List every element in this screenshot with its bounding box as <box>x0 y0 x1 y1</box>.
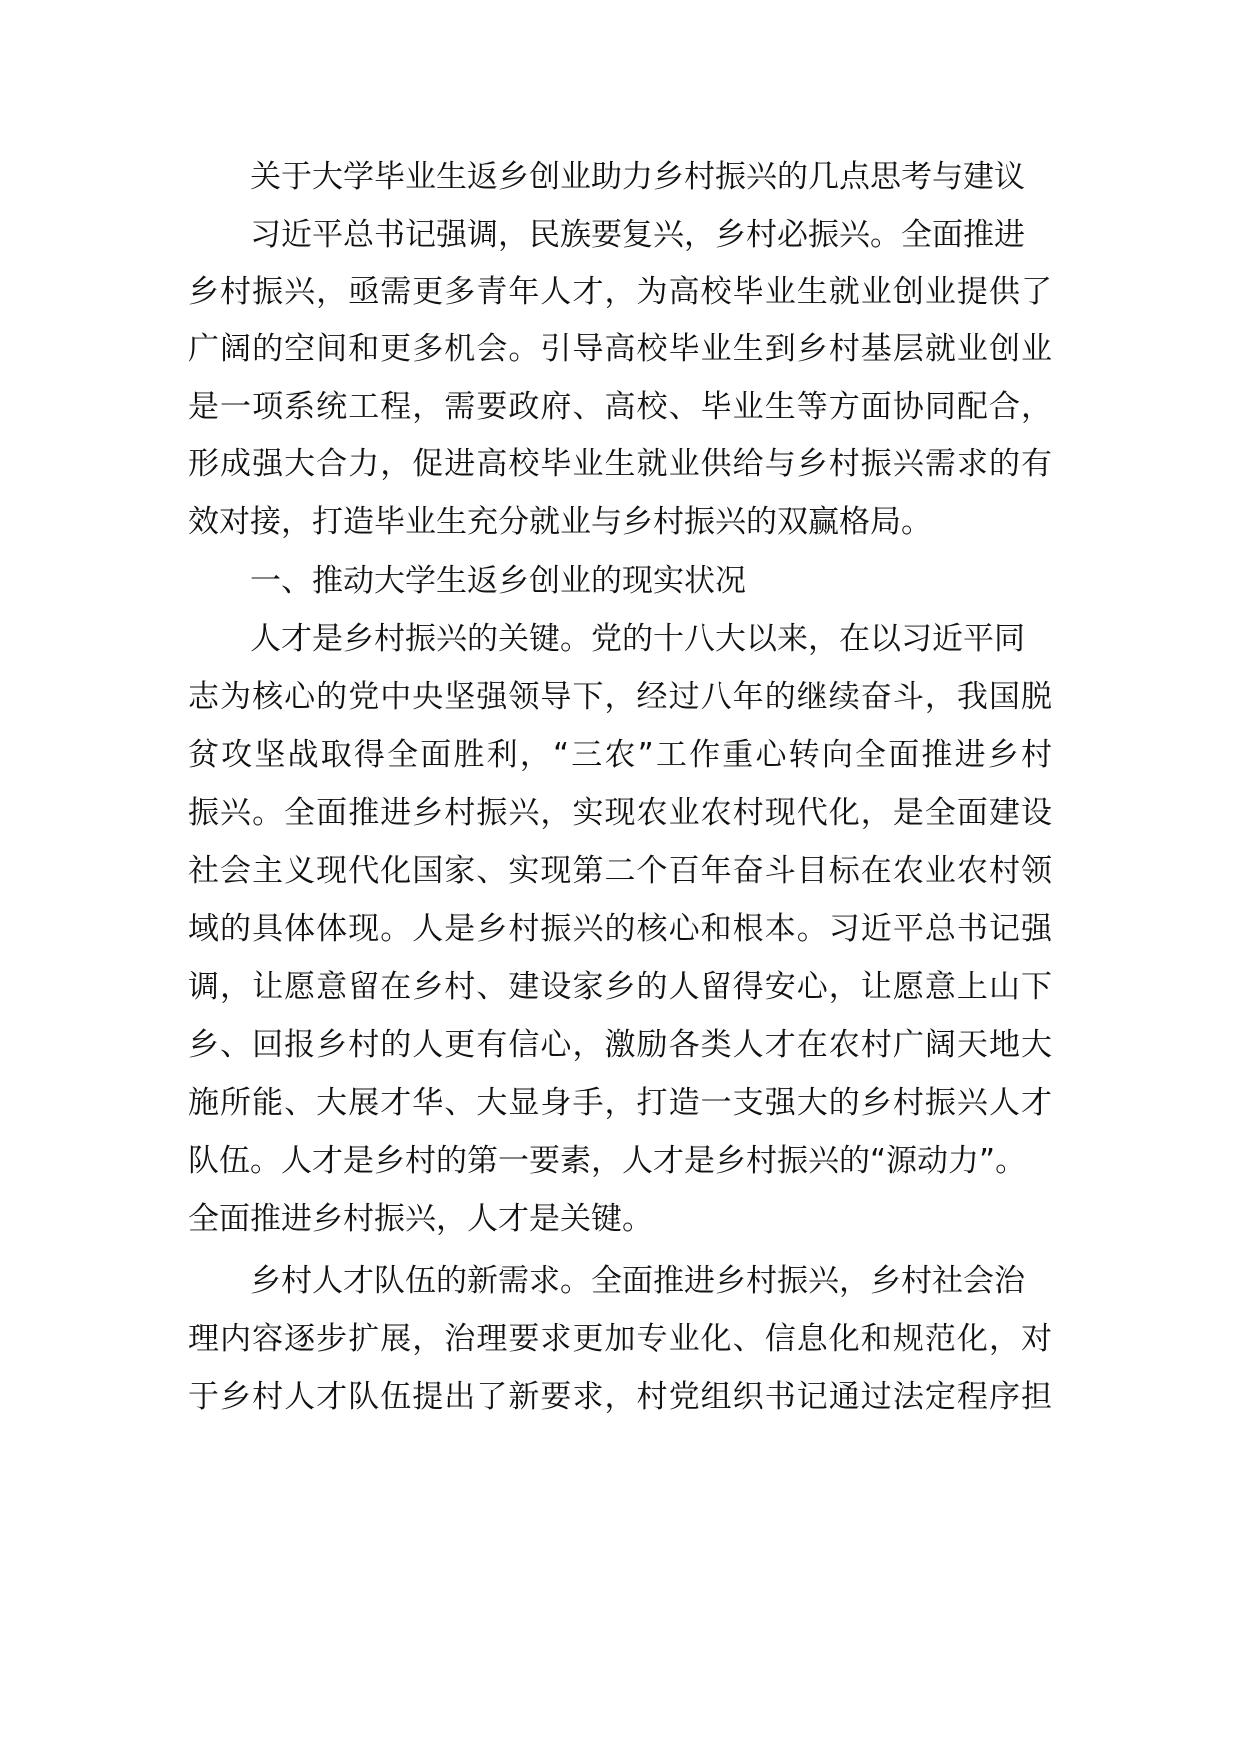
paragraph-line: 人才是乡村振兴的关键。党的十八大以来，在以习近平同 <box>250 621 1025 657</box>
paragraph-line: 社会主义现代化国家、实现第二个百年奋斗目标在农业农村领 <box>188 853 1052 889</box>
paragraph-line: 队伍。人才是乡村的第一要素，人才是乡村振兴的“源动力”。 <box>188 1143 1027 1179</box>
paragraph-line: 广阔的空间和更多机会。引导高校毕业生到乡村基层就业创业 <box>188 331 1052 367</box>
paragraph-line: 乡、回报乡村的人更有信心，激励各类人才在农村广阔天地大 <box>188 1027 1052 1063</box>
paragraph-line: 形成强大合力，促进高校毕业生就业供给与乡村振兴需求的有 <box>188 446 1052 482</box>
paragraph-line: 全面推进乡村振兴，人才是关键。 <box>188 1201 653 1237</box>
document-title: 关于大学毕业生返乡创业助力乡村振兴的几点思考与建议 <box>250 159 1025 195</box>
section-heading: 一、推动大学生返乡创业的现实状况 <box>250 563 746 599</box>
paragraph-line: 乡村振兴，亟需更多青年人才，为高校毕业生就业创业提供了 <box>188 274 1052 310</box>
paragraph-line: 是一项系统工程，需要政府、高校、毕业生等方面协同配合， <box>188 389 1052 425</box>
paragraph-line: 于乡村人才队伍提出了新要求，村党组织书记通过法定程序担 <box>188 1379 1052 1415</box>
paragraph-line: 效对接，打造毕业生充分就业与乡村振兴的双赢格局。 <box>188 504 932 540</box>
paragraph-line: 施所能、大展才华、大显身手，打造一支强大的乡村振兴人才 <box>188 1085 1052 1121</box>
paragraph-line: 振兴。全面推进乡村振兴，实现农业农村现代化，是全面建设 <box>188 795 1052 831</box>
paragraph-line: 贫攻坚战取得全面胜利，“三农”工作重心转向全面推进乡村 <box>188 737 1052 773</box>
paragraph-line: 调，让愿意留在乡村、建设家乡的人留得安心，让愿意上山下 <box>188 969 1052 1005</box>
paragraph-line: 志为核心的党中央坚强领导下，经过八年的继续奋斗，我国脱 <box>188 679 1052 715</box>
paragraph-line: 习近平总书记强调，民族要复兴，乡村必振兴。全面推进 <box>250 217 1025 253</box>
paragraph-line: 域的具体体现。人是乡村振兴的核心和根本。习近平总书记强 <box>188 911 1052 947</box>
paragraph-line: 乡村人才队伍的新需求。全面推进乡村振兴，乡村社会治 <box>250 1263 1025 1299</box>
paragraph-line: 理内容逐步扩展，治理要求更加专业化、信息化和规范化，对 <box>188 1321 1052 1357</box>
